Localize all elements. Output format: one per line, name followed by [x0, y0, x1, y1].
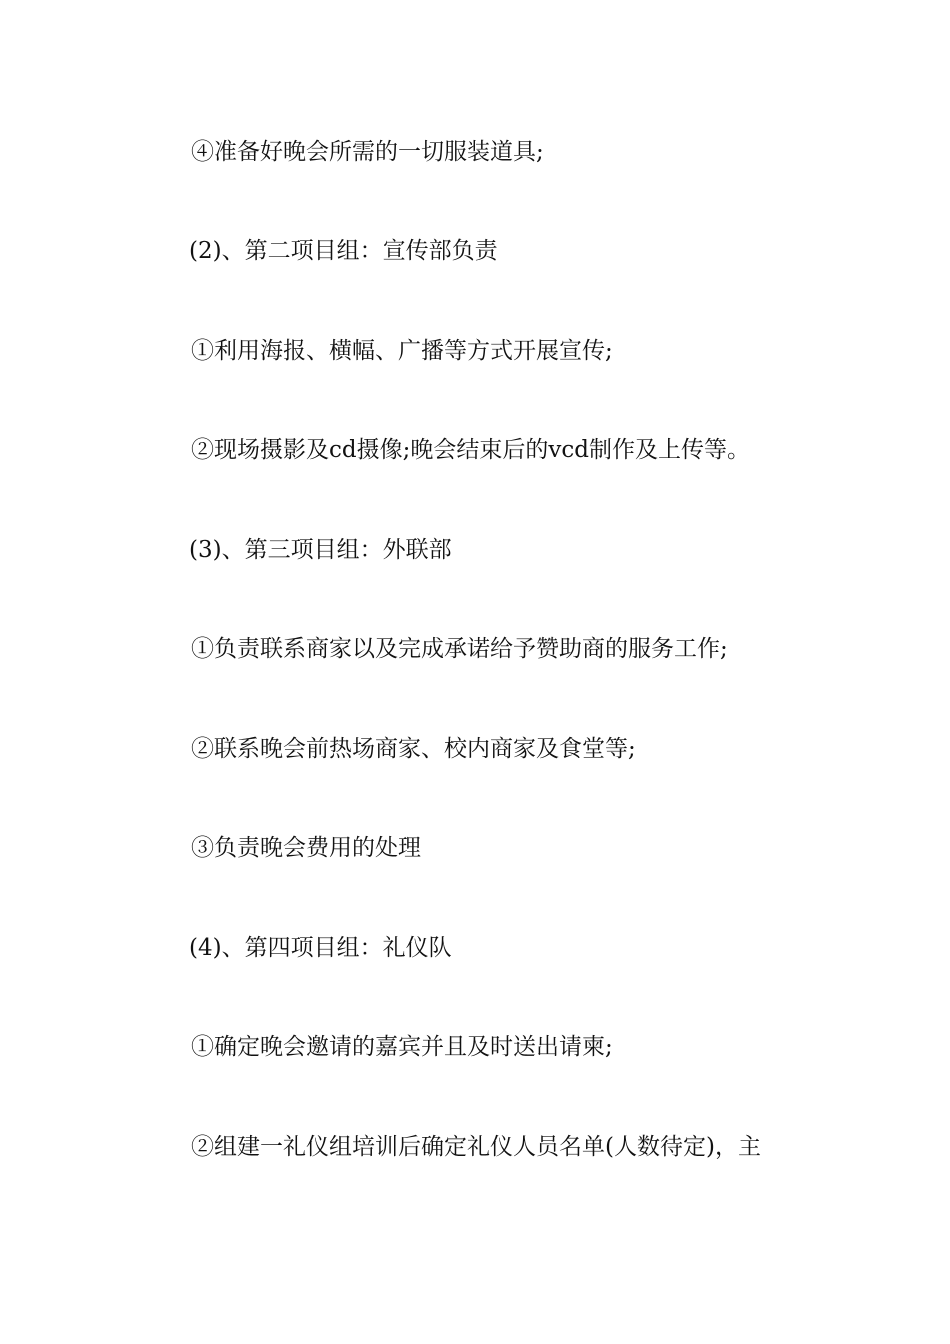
section-heading: (2)、第二项目组：宣传部负责	[189, 238, 498, 264]
paragraph-line: ①确定晚会邀请的嘉宾并且及时送出请柬;	[191, 1034, 613, 1060]
paragraph-line: ②联系晚会前热场商家、校内商家及食堂等;	[191, 736, 636, 762]
paragraph-line: ④准备好晚会所需的一切服装道具;	[191, 139, 544, 165]
paragraph-line: ①负责联系商家以及完成承诺给予赞助商的服务工作;	[191, 636, 728, 662]
paragraph-line: ②现场摄影及cd摄像;晚会结束后的vcd制作及上传等。	[191, 437, 750, 463]
paragraph-line: ①利用海报、横幅、广播等方式开展宣传;	[191, 338, 613, 364]
paragraph-line: ③负责晚会费用的处理	[191, 835, 421, 861]
paragraph-line: ②组建一礼仪组培训后确定礼仪人员名单(人数待定)，主	[191, 1134, 761, 1160]
section-heading: (3)、第三项目组：外联部	[189, 537, 452, 563]
section-heading: (4)、第四项目组：礼仪队	[189, 935, 452, 961]
